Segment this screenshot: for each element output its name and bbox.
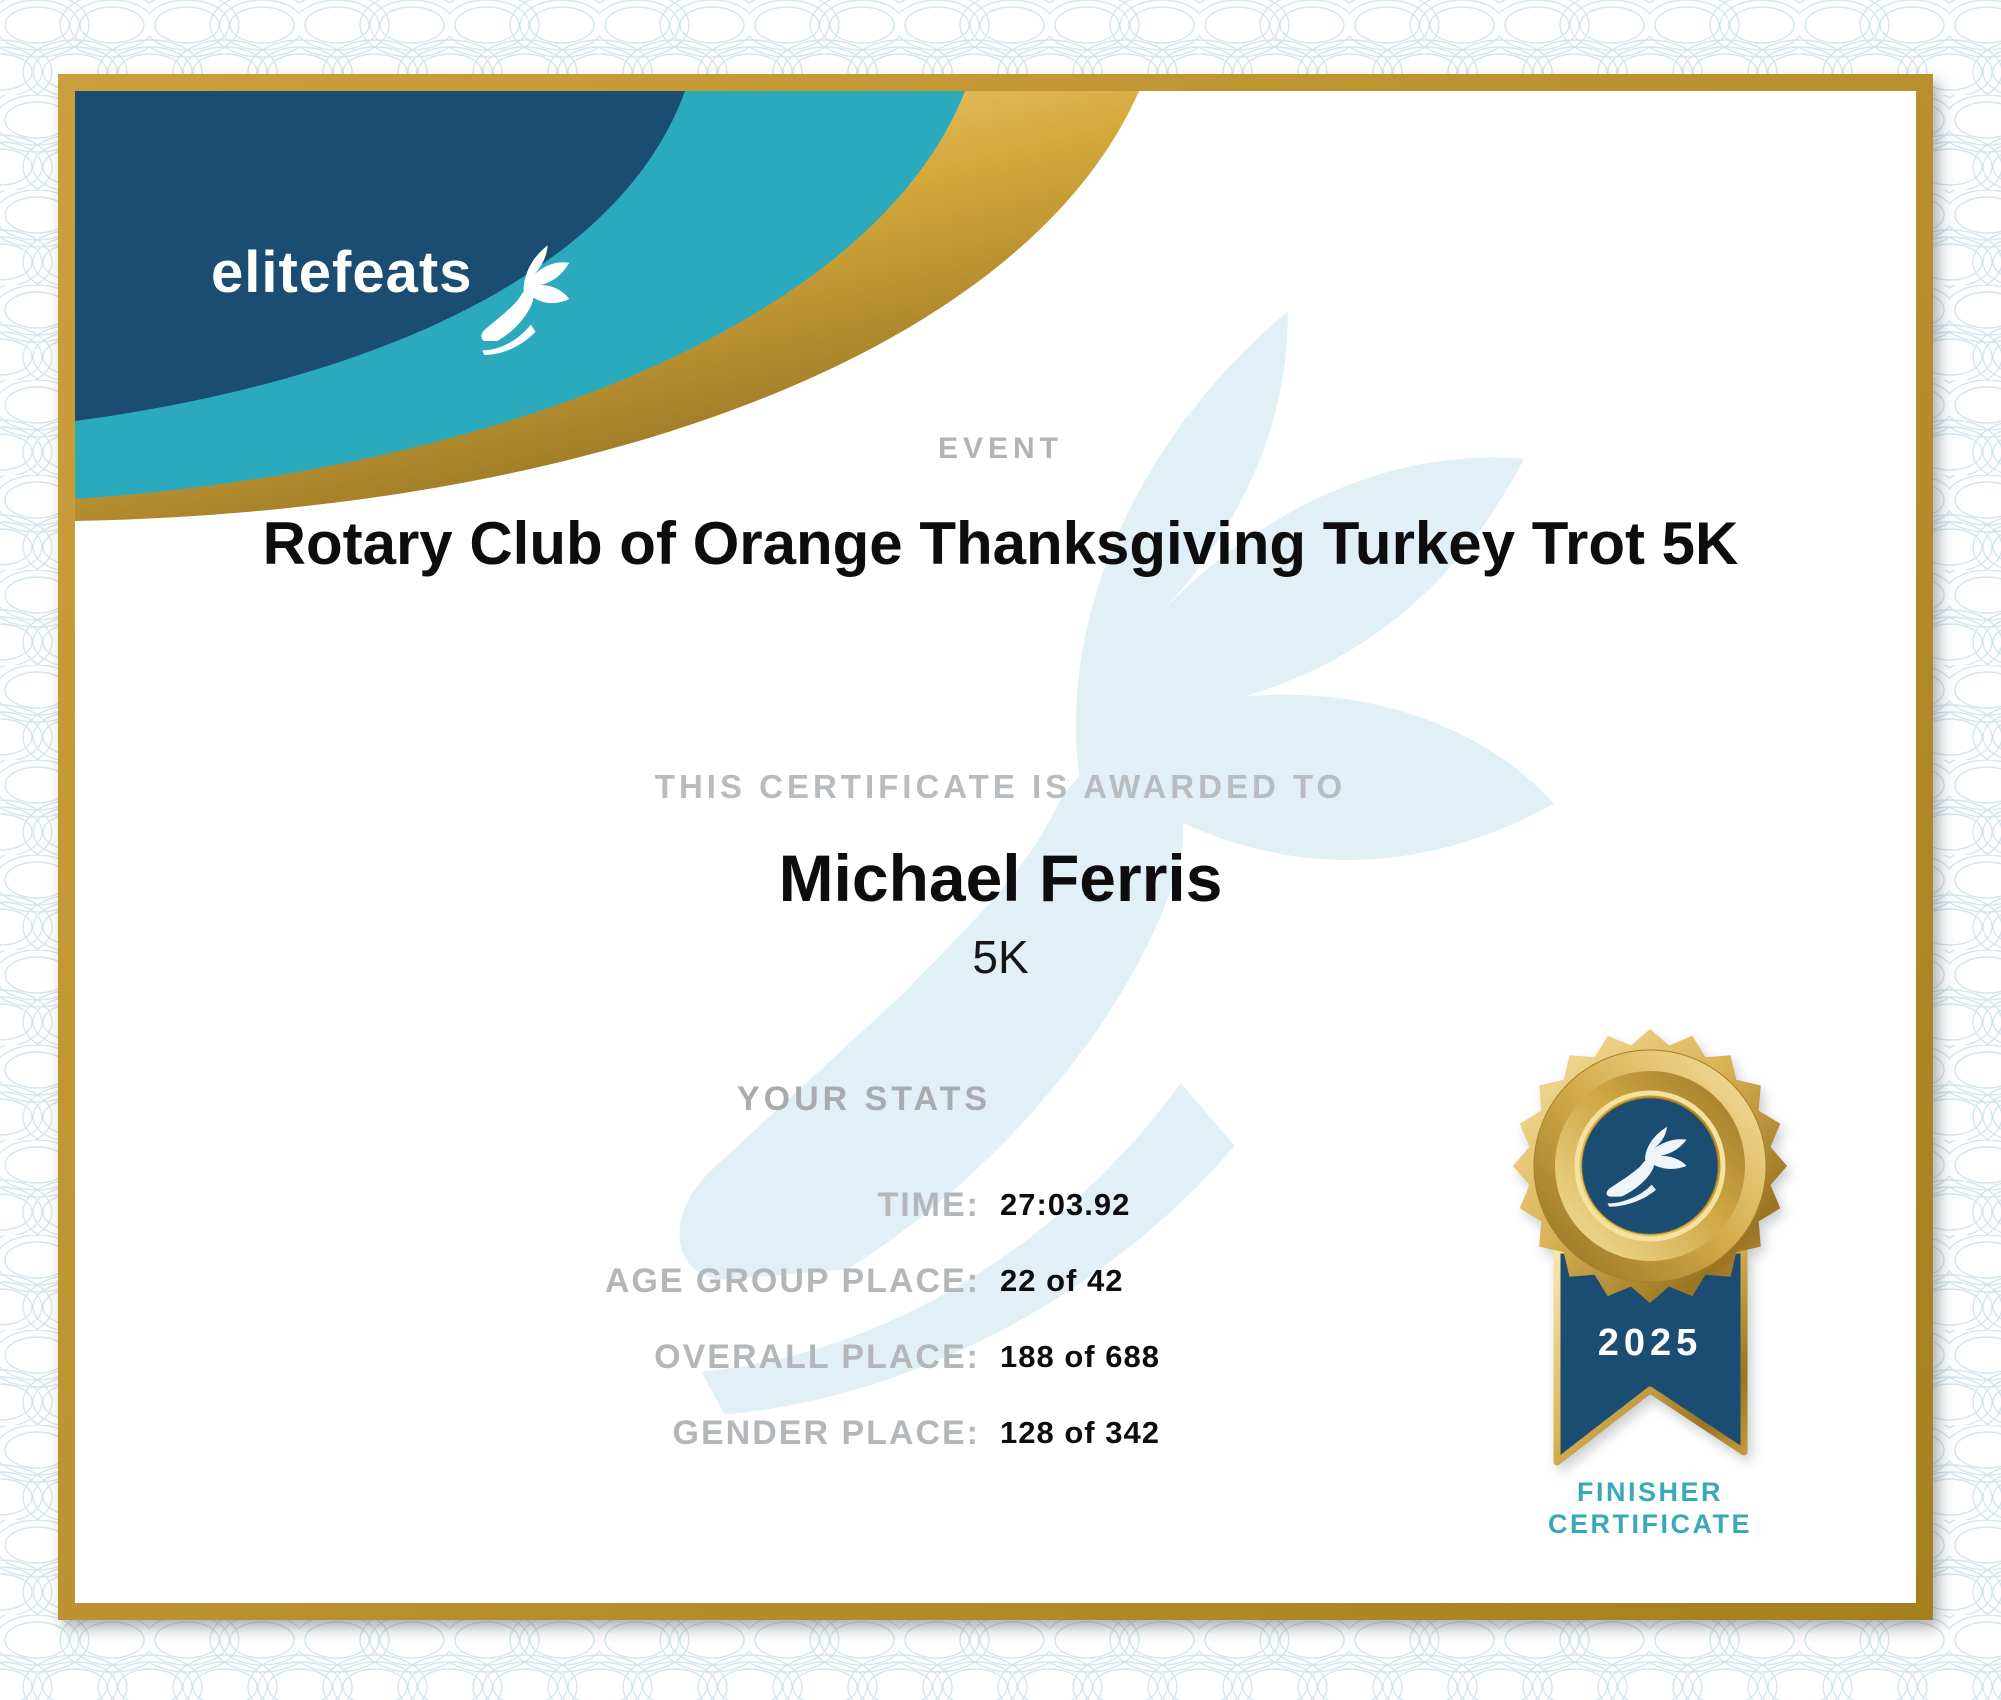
- race-distance: 5K: [972, 931, 1029, 983]
- finisher-medal-badge: [1500, 1020, 1800, 1490]
- caption-line-certificate: CERTIFICATE: [1548, 1509, 1752, 1539]
- caption-line-finisher: FINISHER: [1576, 1477, 1723, 1507]
- award-intro-text: THIS CERTIFICATE IS AWARDED TO: [654, 768, 1347, 805]
- stat-label: TIME:: [877, 1185, 980, 1224]
- stat-value: 128 of 342: [1000, 1415, 1160, 1450]
- finisher-certificate-caption: [1500, 1476, 1800, 1540]
- event-section-label: EVENT: [937, 432, 1064, 465]
- stats-table: [430, 1167, 1330, 1471]
- stat-value: 188 of 688: [1000, 1339, 1160, 1374]
- stat-value: 27:03.92: [1000, 1187, 1131, 1222]
- stat-value: 22 of 42: [1000, 1263, 1124, 1298]
- brand-logo-text: elitefeats: [211, 240, 473, 305]
- stat-label: OVERALL PLACE:: [654, 1337, 980, 1376]
- stats-heading: YOUR STATS: [736, 1080, 992, 1118]
- recipient-name: Michael Ferris: [778, 841, 1223, 915]
- stat-label: GENDER PLACE:: [672, 1413, 980, 1452]
- stat-label: AGE GROUP PLACE:: [604, 1261, 980, 1300]
- event-title: Rotary Club of Orange Thanksgiving Turkey Trot 5K: [262, 510, 1739, 577]
- badge-year: 2025: [1597, 1322, 1703, 1364]
- winged-foot-icon: [473, 229, 585, 369]
